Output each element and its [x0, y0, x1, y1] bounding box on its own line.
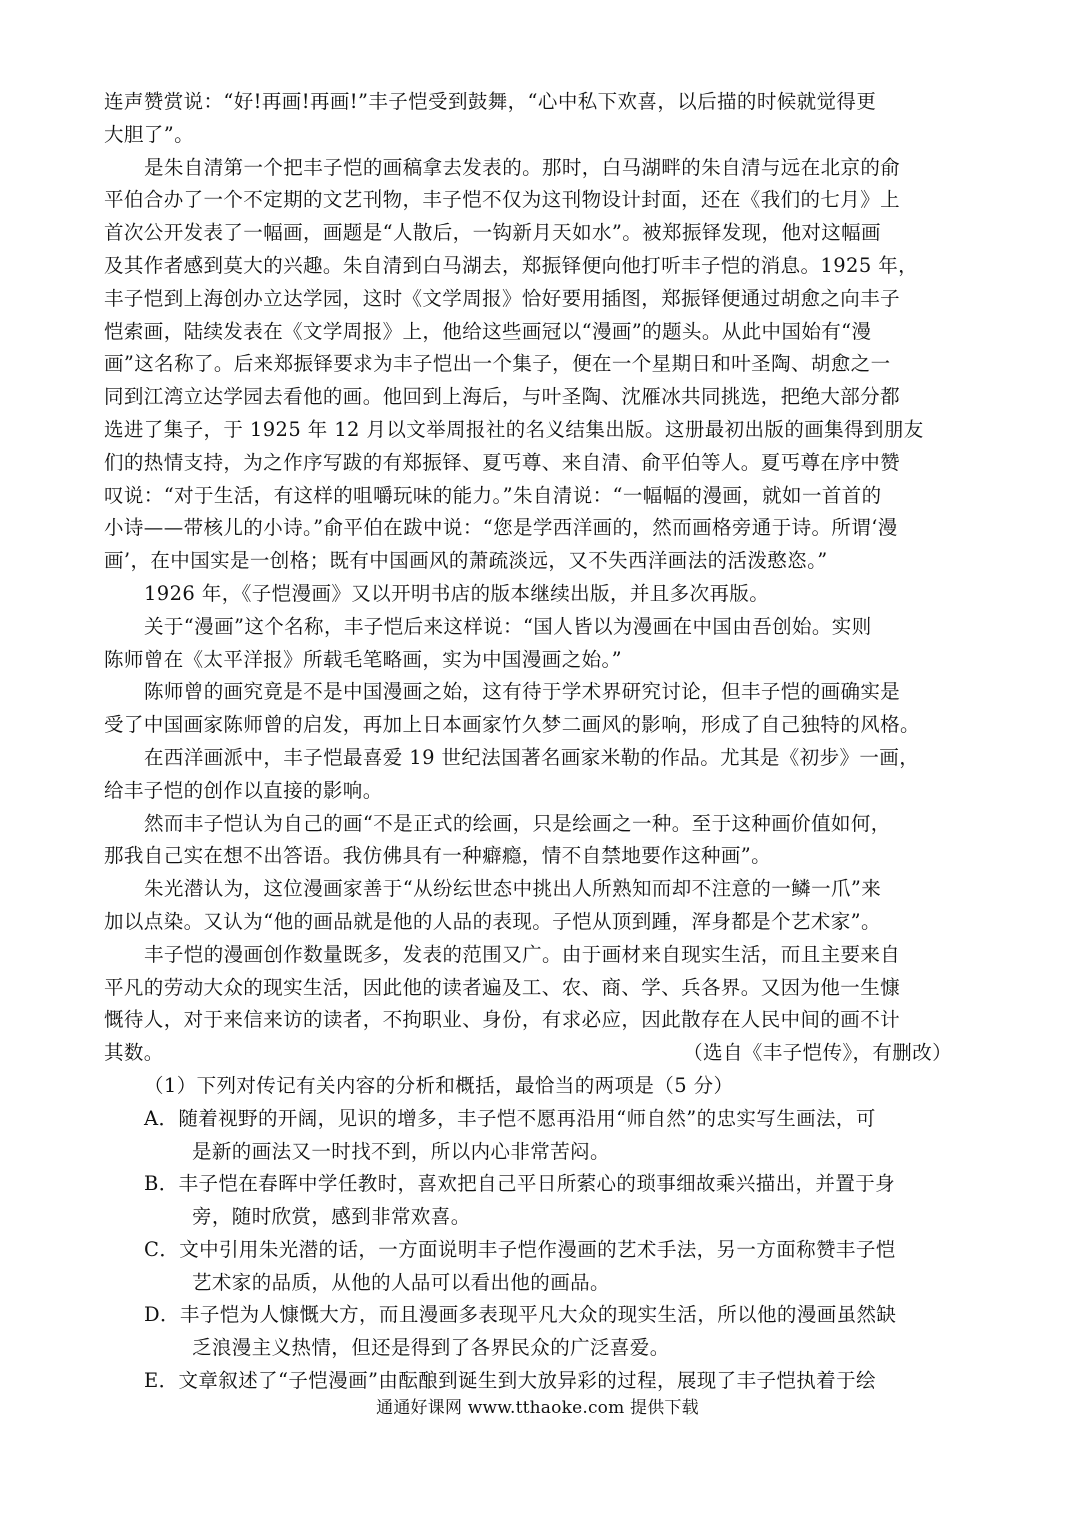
paragraph [104, 808, 976, 874]
page-footer: 通通好课网 www.tthaoke.com 提供下载 [376, 1398, 699, 1418]
text-line: 朱光潜认为，这位漫画家善于“从纷纭世态中挑出人所熟知而却不注意的一鳞一爪”来 [144, 877, 882, 901]
text-line: 选进了集子，于 1925 年 12 月以文举周报社的名义结集出版。这册最初出版的画集得到朋友 [104, 417, 924, 441]
text-line: 关于“漫画”这个名称，丰子恺后来这样说：“国人皆以为漫画在中国由吾创始。实则 [144, 614, 872, 638]
paragraph [104, 611, 976, 677]
text-line: 丰子恺到上海创办立达学园，这时《文学周报》恰好要用插图，郑振铎便通过胡愈之向丰子 [104, 286, 901, 310]
option-b [104, 1168, 976, 1234]
text-line: 1926 年，《子恺漫画》又以开明书店的版本继续出版，并且多次再版。 [144, 581, 770, 605]
text-line: 是朱自清第一个把丰子恺的画稿拿去发表的。那时，白马湖畔的朱自清与远在北京的俞 [144, 155, 901, 179]
question-prompt: （1）下列对传记有关内容的分析和概括，最恰当的两项是（5 分） [144, 1073, 734, 1097]
option-line: A．随着视野的开阔，见识的增多，丰子恺不愿再沿用“师自然”的忠实写生画法，可 [144, 1106, 876, 1130]
text-line: 连声赞赏说：“好!再画!再画!”丰子恺受到鼓舞，“心中私下欢喜，以后描的时候就觉得更 [104, 90, 877, 113]
text-line: 然而丰子恺认为自己的画“不是正式的绘画，只是绘画之一种。至于这种画价值如何， [144, 811, 891, 835]
option-line: 旁，随时欣赏，感到非常欢喜。 [192, 1205, 471, 1229]
option-line: 乏浪漫主义热情，但还是得到了各界民众的广泛喜爱。 [192, 1336, 670, 1360]
text-line: 同到江湾立达学园去看他的画。他回到上海后，与叶圣陶、沈雁冰共同挑选，把绝大部分都 [104, 385, 901, 409]
document-body [104, 86, 976, 1398]
option-line: 艺术家的品质，从他的人品可以看出他的画品。 [192, 1270, 610, 1294]
option-line: D．丰子恺为人慷慨大方，而且漫画多表现平凡大众的现实生活，所以他的漫画虽然缺 [144, 1303, 897, 1327]
paragraph [104, 152, 976, 578]
text-line: 加以点染。又认为“他的画品就是他的人品的表现。子恺从顶到踵，浑身都是个艺术家”。 [104, 909, 881, 933]
text-line: 小诗——带核儿的小诗。”俞平伯在跋中说：“您是学西洋画的，然而画格旁通于诗。所谓‘漫 [104, 516, 898, 540]
text-line: 首次公开发表了一幅画，画题是“人散后，一钩新月天如水”。被郑振铎发现，他对这幅画 [104, 221, 881, 245]
option-d [104, 1299, 976, 1365]
text-line-end: 其数。 [104, 1041, 164, 1065]
text-line: 在西洋画派中，丰子恺最喜爱 19 世纪法国著名画家米勒的作品。尤其是《初步》一画， [144, 745, 920, 769]
text-line: 们的热情支持，为之作序写跋的有郑振铎、夏丐尊、来自清、俞平伯等人。夏丐尊在序中赞 [104, 450, 901, 474]
option-line: C．文中引用朱光潜的话，一方面说明丰子恺作漫画的艺术手法，另一方面称赞丰子恺 [144, 1237, 896, 1261]
paragraph [104, 86, 976, 152]
paragraph [104, 939, 976, 1070]
text-line: 画”这名称了。后来郑振铎要求为丰子恺出一个集子，便在一个星期日和叶圣陶、胡愈之一 [104, 352, 891, 376]
text-line: 恺索画，陆续发表在《文学周报》上，他给这些画冠以“漫画”的题头。从此中国始有“漫 [104, 319, 872, 343]
text-line: 受了中国画家陈师曾的启发，再加上日本画家竹久梦二画风的影响，形成了自己独特的风格。 [104, 713, 920, 737]
source-citation: （选自《丰子恺传》，有删改） [683, 1041, 952, 1065]
text-line [104, 1037, 976, 1070]
text-line: 慨待人，对于来信来访的读者，不拘职业、身份，有求必应，因此散存在人民中间的画不计 [104, 1008, 901, 1032]
text-line: 画’，在中国实是一创格；既有中国画风的萧疏淡远，又不失西洋画法的活泼憨恣。” [104, 549, 828, 573]
text-line: 那我自己实在想不出答语。我仿佛具有一种癖瘾，情不自禁地要作这种画”。 [104, 844, 772, 868]
option-c [104, 1234, 976, 1300]
text-line: 叹说：“对于生活，有这样的咀嚼玩味的能力。”朱自清说：“一幅幅的漫画，就如一首首的 [104, 483, 882, 507]
paragraph [104, 742, 976, 808]
option-line: E．文章叙述了“子恺漫画”由酝酿到诞生到大放异彩的过程，展现了丰子恺执着于绘 [144, 1369, 876, 1393]
text-line: 平伯合办了一个不定期的文艺刊物，丰子恺不仅为这刊物设计封面，还在《我们的七月》上 [104, 188, 901, 212]
text-line: 陈师曾的画究竟是不是中国漫画之始，这有待于学术界研究讨论，但丰子恺的画确实是 [144, 680, 901, 704]
option-a [104, 1103, 976, 1169]
text-line: 平凡的劳动大众的现实生活，因此他的读者遍及工、农、商、学、兵各界。又因为他一生慷 [104, 975, 901, 999]
text-line: 及其作者感到莫大的兴趣。朱自清到白马湖去，郑振铎便向他打听丰子恺的消息。1925 年， [104, 253, 919, 277]
option-line: 是新的画法又一时找不到，所以内心非常苦闷。 [192, 1139, 610, 1163]
text-line: 给丰子恺的创作以直接的影响。 [104, 778, 383, 802]
paragraph [104, 578, 976, 611]
text-line: 丰子恺的漫画创作数量既多，发表的范围又广。由于画材来自现实生活，而且主要来自 [144, 942, 901, 966]
option-line: B．丰子恺在春晖中学任教时，喜欢把自己平日所萦心的琐事细故乘兴描出，并置于身 [144, 1172, 896, 1196]
paragraph [104, 873, 976, 939]
paragraph [104, 676, 976, 742]
text-line: 大胆了”。 [104, 122, 194, 146]
text-line: 陈师曾在《太平洋报》所载毛笔略画，实为中国漫画之始。” [104, 647, 623, 671]
